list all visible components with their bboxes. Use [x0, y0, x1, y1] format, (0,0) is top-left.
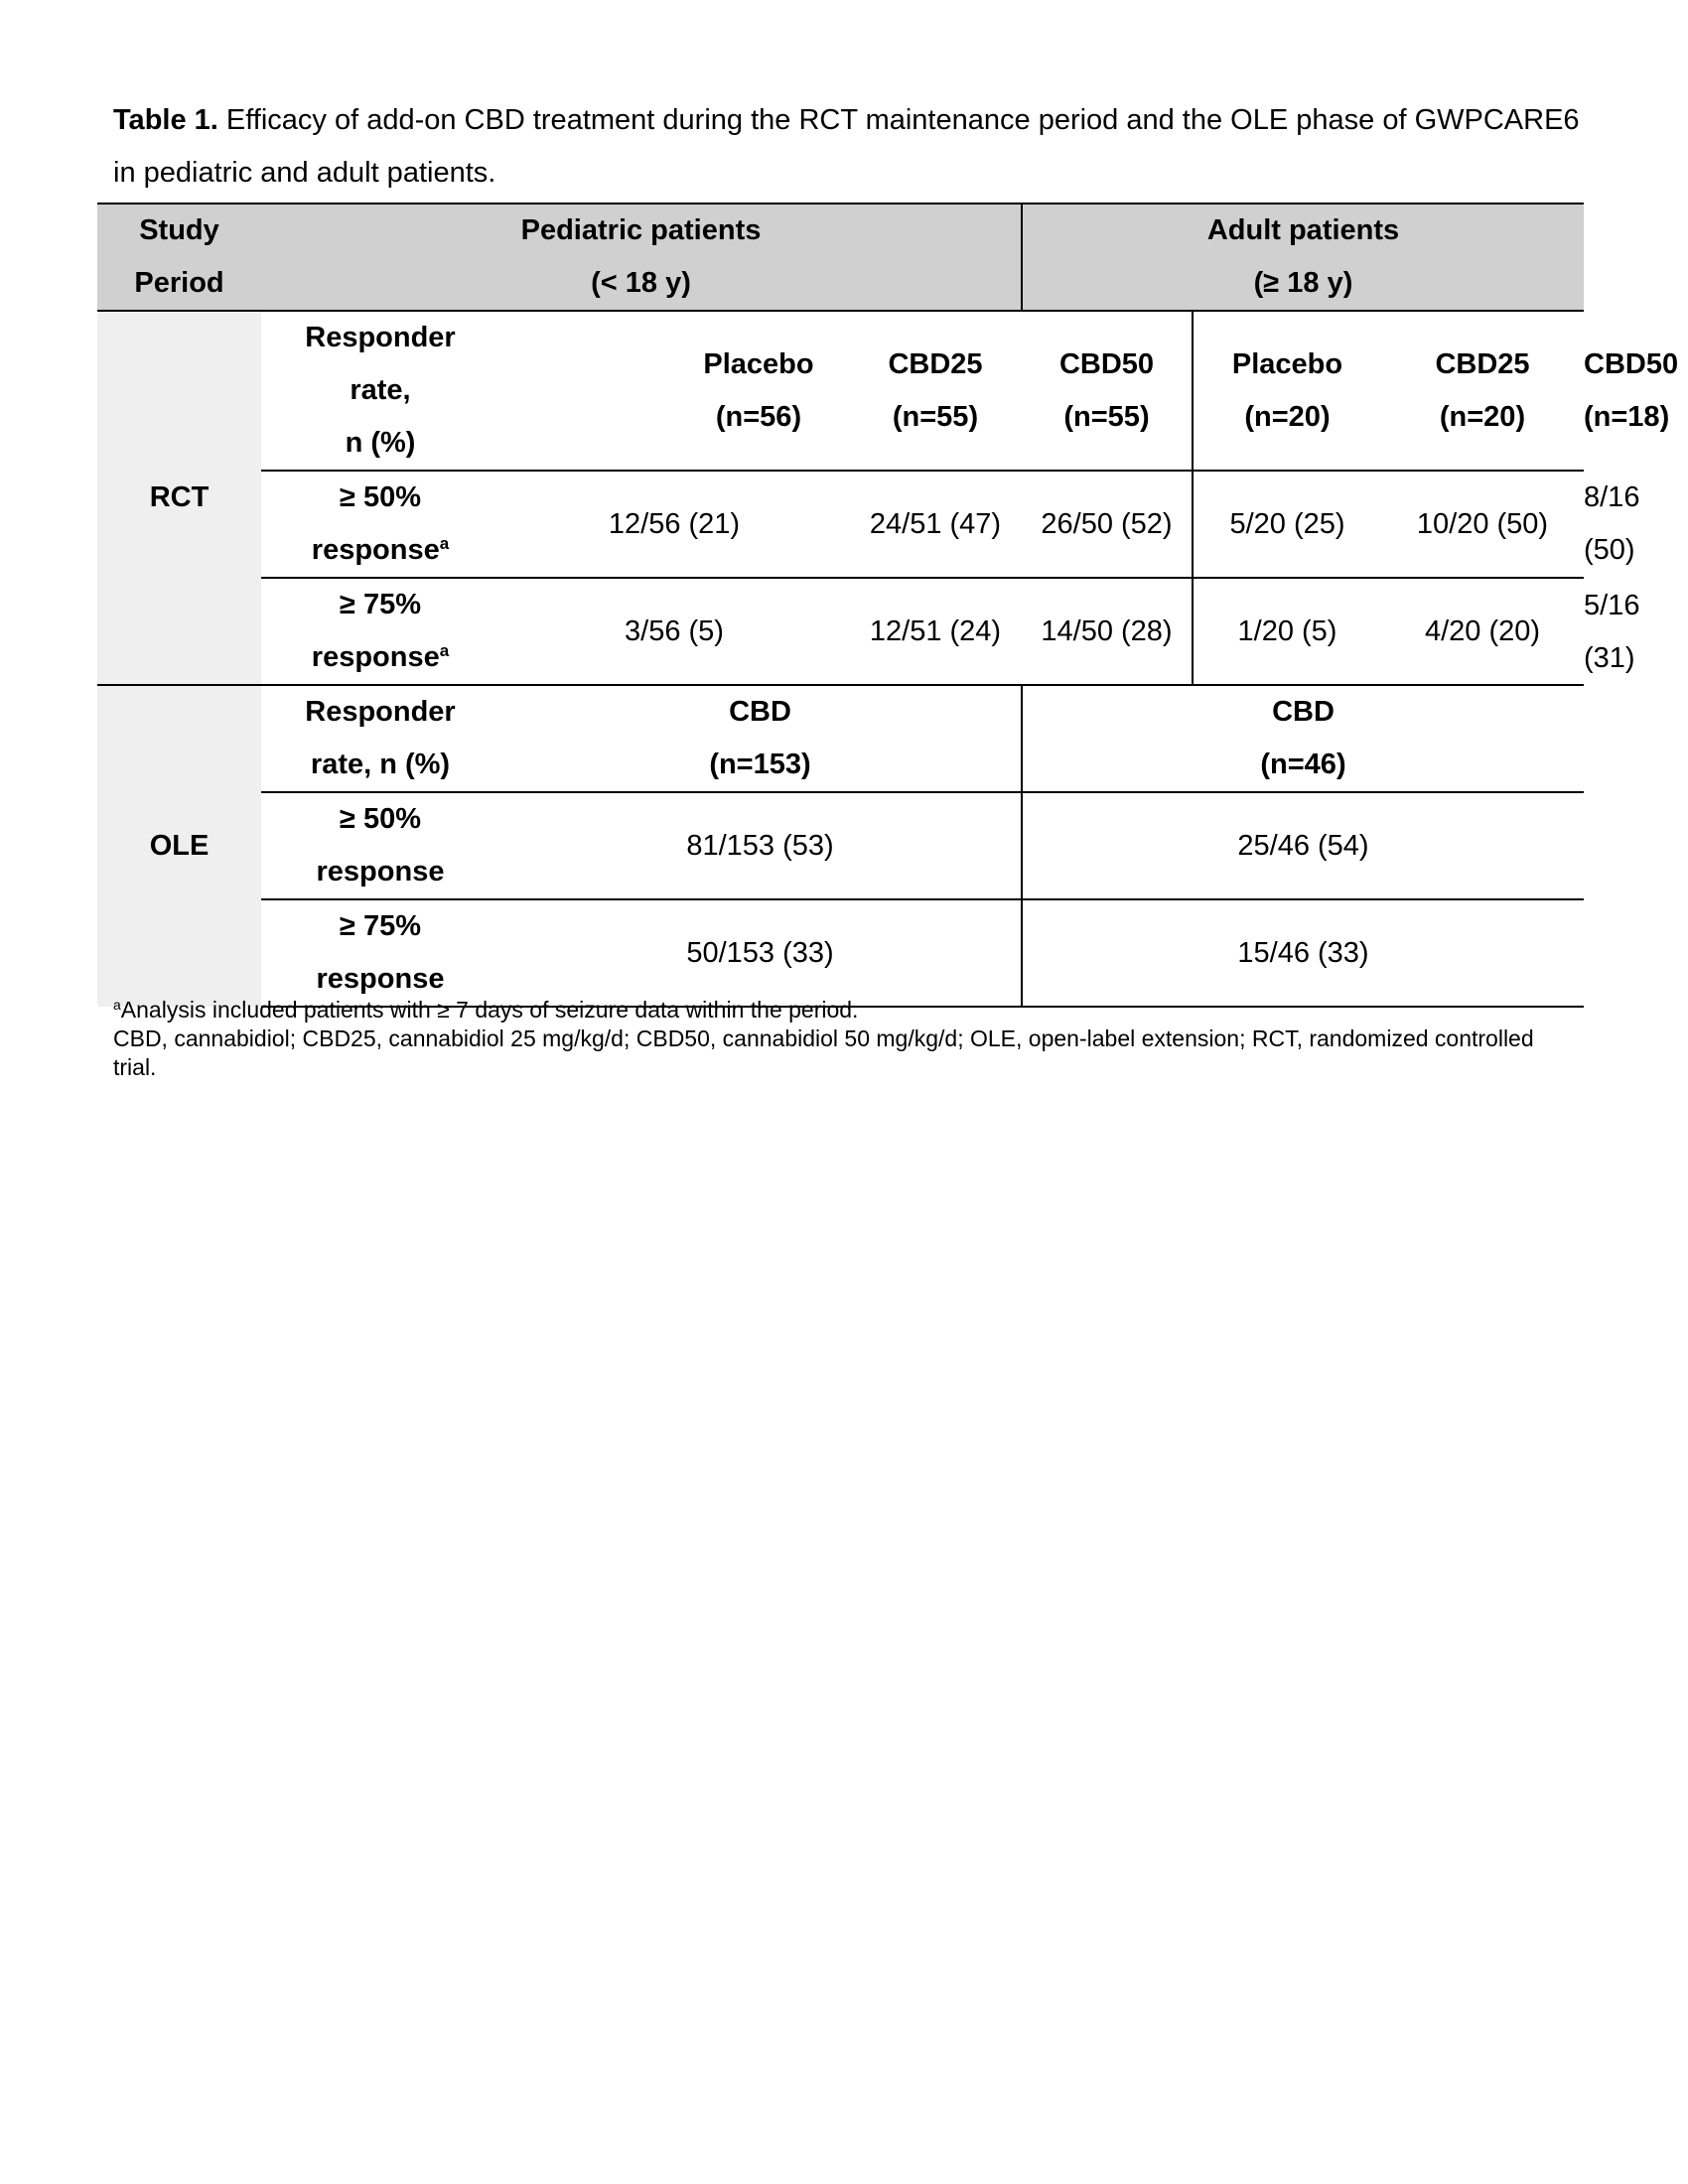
- value-cell: 4/20 (20): [1381, 578, 1584, 685]
- study-period-header: Study Period: [97, 204, 261, 311]
- group-header: CBD (n=153): [499, 685, 1022, 792]
- adult-header: Adult patients (≥ 18 y): [1022, 204, 1584, 311]
- efficacy-table: [97, 203, 1679, 1008]
- value-cell: 81/153 (53): [499, 792, 1022, 899]
- ole-responder-label: Responder rate, n (%): [261, 685, 499, 792]
- value-cell: 24/51 (47): [849, 471, 1022, 578]
- value-cell: 50/153 (33): [499, 899, 1022, 1007]
- footnote-a: $^a$Analysis included patients with ≥ 7 days of seizure data within the period.: [113, 997, 859, 1023]
- row-label: ≥ 75% response: [261, 899, 499, 1007]
- ole-groups-row: [97, 685, 1584, 792]
- rct-period-cell: RCT: [97, 311, 261, 685]
- table-row: ≥ 75% response$^a$ 3/56 (5) 12/51 (24) 14/50 (28) 1/20 (5) 4/20 (20) 5/16 (31): [97, 578, 1584, 685]
- row-label: ≥ 75% response$^a$: [261, 578, 499, 685]
- row-label: ≥ 50% response$^a$: [261, 471, 499, 578]
- table-row: [97, 899, 1584, 1007]
- footnote-abbreviations: CBD, cannabidiol; CBD25, cannabidiol 25 mg/kg/d; CBD50, cannabidiol 50 mg/kg/d; OLE, open-label extension; RCT, randomized controlled trial.: [113, 1025, 1534, 1080]
- table-footnotes: [113, 996, 1543, 1082]
- group-header: Placebo (n=56): [703, 347, 814, 433]
- group-header: Placebo (n=20): [1231, 347, 1343, 433]
- value-cell: 14/50 (28): [1022, 578, 1193, 685]
- value-cell: 25/46 (54): [1022, 792, 1584, 899]
- value-cell: 15/46 (33): [1022, 899, 1584, 1007]
- group-header: CBD25 (n=55): [888, 347, 983, 433]
- value-cell: 12/51 (24): [849, 578, 1022, 685]
- value-cell: 1/20 (5): [1193, 578, 1381, 685]
- rct-groups-row: RCT Responder rate, n (%) Placebo (n=56) CBD25 (n=55) CBD50 (n=55) Placebo (n=20) CBD25 (n=20) CBD50 (n=18): [97, 311, 1584, 471]
- table-caption-text: Efficacy of add-on CBD treatment during the RCT maintenance period and the OLE phase of GWPCARE6 in pediatric and adult patients.: [113, 104, 1580, 189]
- value-cell: 5/20 (25): [1193, 471, 1381, 578]
- table-row: ≥ 50% response$^a$ 12/56 (21) 24/51 (47) 26/50 (52) 5/20 (25) 10/20 (50) 8/16 (50): [97, 471, 1584, 578]
- table-row: [97, 792, 1584, 899]
- pediatric-header: Pediatric patients (< 18 y): [261, 204, 1022, 311]
- table-caption-label: Table 1.: [113, 104, 218, 136]
- group-header: CBD25 (n=20): [1435, 347, 1530, 433]
- header-row: [97, 204, 1584, 311]
- value-cell: 26/50 (52): [1022, 471, 1193, 578]
- ole-period-cell: OLE: [97, 685, 261, 1007]
- value-cell: 12/56 (21): [499, 471, 849, 578]
- value-cell: 10/20 (50): [1381, 471, 1584, 578]
- row-label: ≥ 50% response: [261, 792, 499, 899]
- group-header: CBD50 (n=55): [1022, 311, 1193, 471]
- table-caption: [113, 94, 1583, 200]
- value-cell: 3/56 (5): [499, 578, 849, 685]
- group-header: CBD (n=46): [1022, 685, 1584, 792]
- rct-responder-label: Responder rate, n (%): [305, 322, 456, 459]
